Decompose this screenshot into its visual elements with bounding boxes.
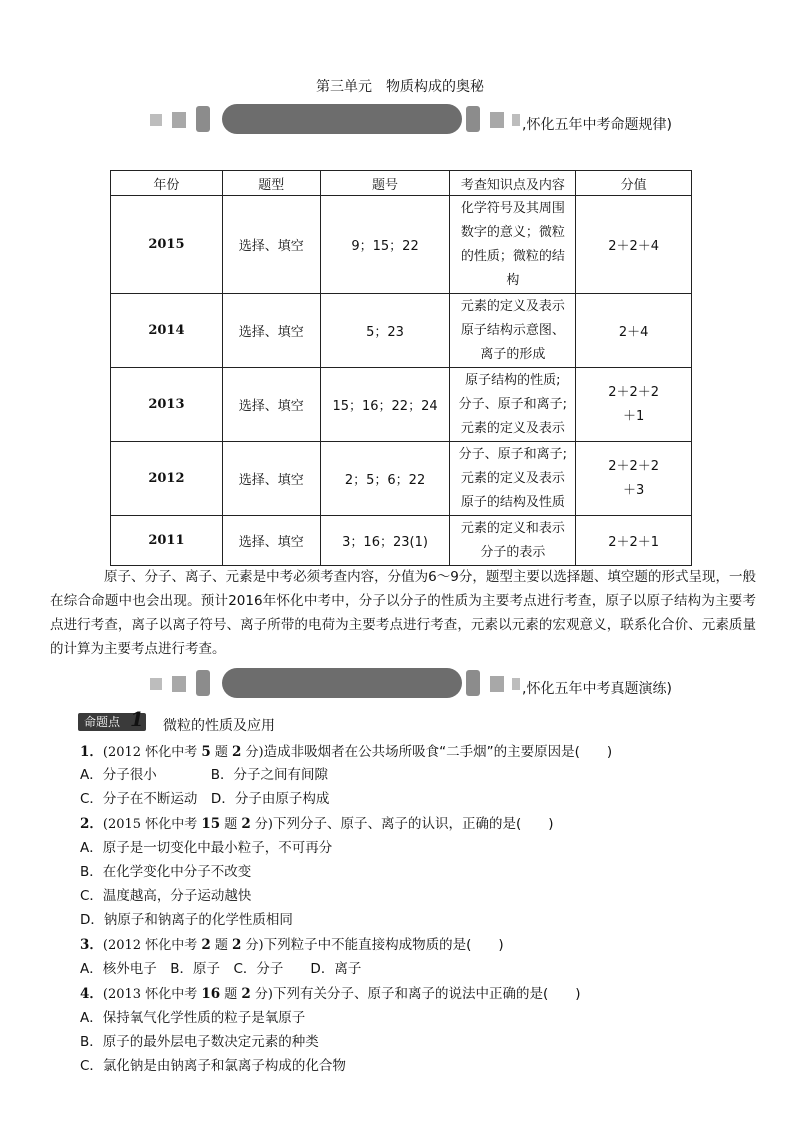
content-line: 原子结构的性质; bbox=[465, 372, 561, 388]
exam-rules-table bbox=[110, 170, 692, 566]
banner-decor bbox=[490, 112, 504, 128]
question-stem: 造成非吸烟者在公共场所吸食“二手烟”的主要原因是( ) bbox=[263, 744, 613, 760]
score-line: 2＋2＋1 bbox=[608, 535, 660, 550]
question-source-no: 5 bbox=[201, 744, 211, 760]
banner-pill bbox=[222, 104, 462, 134]
content-line: 原子的结构及性质 bbox=[460, 494, 565, 510]
header-question-no: 题号 bbox=[320, 171, 450, 196]
question-source: 分) bbox=[250, 987, 274, 1002]
content-line: 分子、原子和离子; bbox=[458, 446, 568, 462]
question-2-option-d: D．钠原子和钠离子的化学性质相同 bbox=[80, 912, 293, 928]
banner-decor bbox=[512, 114, 520, 126]
cell-nums: 5；23 bbox=[320, 294, 450, 368]
banner-decor bbox=[196, 670, 210, 696]
content-line: 分子、原子和离子; bbox=[458, 396, 568, 412]
cell-type: 选择、填空 bbox=[222, 368, 320, 442]
banner-pill bbox=[222, 668, 462, 698]
cell-content bbox=[450, 516, 576, 566]
header-score: 分值 bbox=[576, 171, 692, 196]
table-row bbox=[111, 196, 692, 294]
cell-type: 选择、填空 bbox=[222, 442, 320, 516]
cell-content bbox=[450, 196, 576, 294]
score-line: 2＋2＋2 bbox=[608, 384, 660, 400]
cell-score bbox=[576, 294, 692, 368]
cell-type: 选择、填空 bbox=[222, 294, 320, 368]
question-number: 2． bbox=[80, 816, 103, 832]
question-stem: 下列分子、原子、离子的认识，正确的是( ) bbox=[273, 816, 554, 832]
content-line: 构 bbox=[506, 272, 520, 288]
question-source: (2013 怀化中考 bbox=[102, 987, 202, 1002]
content-line: 元素的定义及表示 bbox=[460, 470, 565, 486]
question-3-options: A．核外电子 B．原子 C．分子 D．离子 bbox=[80, 961, 362, 977]
question-points: 2 bbox=[232, 744, 242, 760]
question-1 bbox=[80, 740, 612, 760]
cell-year: 2013 bbox=[111, 368, 223, 442]
cell-year: 2014 bbox=[111, 294, 223, 368]
cell-type: 选择、填空 bbox=[222, 516, 320, 566]
question-stem: 下列粒子中不能直接构成物质的是( ) bbox=[263, 937, 504, 953]
cell-nums: 9；15；22 bbox=[320, 196, 450, 294]
banner-decor bbox=[172, 676, 186, 692]
question-4-option-a: A．保持氧气化学性质的粒子是氧原子 bbox=[80, 1010, 306, 1026]
banner-decor bbox=[172, 112, 186, 128]
banner-decor bbox=[490, 676, 504, 692]
question-source: 题 bbox=[210, 745, 232, 760]
question-3 bbox=[80, 933, 504, 953]
content-line: 的性质；微粒的结 bbox=[460, 248, 565, 264]
question-4 bbox=[80, 982, 581, 1002]
content-line: 元素的定义和表示 bbox=[460, 520, 565, 536]
question-points: 2 bbox=[241, 816, 251, 832]
cell-type: 选择、填空 bbox=[222, 196, 320, 294]
score-line: ＋1 bbox=[622, 408, 645, 424]
banner-decor bbox=[512, 678, 520, 690]
question-source: 题 bbox=[220, 817, 242, 832]
question-1-options-2: C．分子在不断运动 D．分子由原子构成 bbox=[80, 791, 330, 807]
cell-nums: 3；16；23(1) bbox=[320, 516, 450, 566]
question-source: 分) bbox=[241, 938, 264, 953]
cell-nums: 2；5；6；22 bbox=[320, 442, 450, 516]
table-row bbox=[111, 368, 692, 442]
header-content: 考查知识点及内容 bbox=[450, 171, 576, 196]
question-points: 2 bbox=[241, 986, 251, 1002]
question-1-options-1: A．分子很小 B．分子之间有间隙 bbox=[80, 767, 328, 783]
question-4-option-c: C．氯化钠是由钠离子和氯离子构成的化合物 bbox=[80, 1058, 346, 1074]
question-source: (2012 怀化中考 bbox=[102, 745, 202, 760]
banner-decor bbox=[150, 114, 162, 126]
question-4-option-b: B．原子的最外层电子数决定元素的种类 bbox=[80, 1034, 319, 1050]
question-source-no: 15 bbox=[201, 816, 221, 832]
question-source: 分) bbox=[241, 745, 264, 760]
score-line: 2＋2＋2 bbox=[608, 458, 660, 474]
cell-year: 2011 bbox=[111, 516, 223, 566]
content-line: 数字的意义；微粒 bbox=[460, 224, 565, 240]
cell-content bbox=[450, 442, 576, 516]
cell-score bbox=[576, 442, 692, 516]
header-year: 年份 bbox=[111, 171, 223, 196]
section-banner-practice bbox=[150, 668, 800, 698]
content-line: 元素的定义及表示 bbox=[460, 420, 565, 436]
table-row bbox=[111, 442, 692, 516]
question-number: 1． bbox=[80, 744, 103, 760]
question-source: (2015 怀化中考 bbox=[102, 817, 202, 832]
cell-year: 2012 bbox=[111, 442, 223, 516]
topic-tag-number: 1 bbox=[130, 707, 144, 731]
header-type: 题型 bbox=[222, 171, 320, 196]
table-row bbox=[111, 294, 692, 368]
banner-decor bbox=[466, 106, 480, 132]
question-number: 3． bbox=[80, 937, 103, 953]
table-row bbox=[111, 516, 692, 566]
question-source-no: 2 bbox=[201, 937, 211, 953]
question-2-option-a: A．原子是一切变化中最小粒子，不可再分 bbox=[80, 840, 333, 856]
content-line: 元素的定义及表示 bbox=[460, 298, 565, 314]
banner-decor bbox=[196, 106, 210, 132]
question-2-option-c: C．温度越高，分子运动越快 bbox=[80, 888, 252, 904]
question-source-no: 16 bbox=[201, 986, 221, 1002]
question-points: 2 bbox=[232, 937, 242, 953]
question-source: 题 bbox=[220, 987, 242, 1002]
question-stem: 下列有关分子、原子和离子的说法中正确的是( ) bbox=[273, 986, 581, 1002]
question-source: 分) bbox=[250, 817, 274, 832]
banner-decor bbox=[466, 670, 480, 696]
question-2 bbox=[80, 812, 554, 832]
question-number: 4． bbox=[80, 986, 103, 1002]
content-line: 化学符号及其周围 bbox=[460, 200, 565, 216]
banner-label: ,怀化五年中考真题演练) bbox=[522, 681, 672, 697]
banner-decor bbox=[150, 678, 162, 690]
section-banner-rules bbox=[150, 104, 800, 134]
cell-content bbox=[450, 294, 576, 368]
banner-label: ,怀化五年中考命题规律) bbox=[522, 117, 672, 133]
cell-year: 2015 bbox=[111, 196, 223, 294]
cell-score bbox=[576, 368, 692, 442]
question-source: (2012 怀化中考 bbox=[102, 938, 202, 953]
content-line: 离子的形成 bbox=[480, 346, 546, 362]
score-line: ＋3 bbox=[622, 482, 645, 498]
cell-content bbox=[450, 368, 576, 442]
topic-tag-label: 命题点 bbox=[78, 713, 146, 731]
content-line: 分子的表示 bbox=[480, 544, 546, 560]
analysis-paragraph: 原子、分子、离子、元素是中考必须考查内容，分值为6～9分，题型主要以选择题、填空题的形式呈现，一般在综合命题中也会出现。预计2016年怀化中考中，分子以分子的性质为主要考点进行考查，原子以原子结构为主要考点进行考查，离子以离子符号、离子所带的电荷为主要考点进行考查，元素以元素的宏观意义，联系化合价、元素质量的计算为主要考点进行考查。 bbox=[50, 569, 756, 657]
page-title: 第三单元 物质构成的奥秘 bbox=[316, 79, 484, 95]
topic-tag bbox=[78, 707, 148, 731]
cell-nums: 15；16；22；24 bbox=[320, 368, 450, 442]
cell-score bbox=[576, 196, 692, 294]
content-line: 原子结构示意图、 bbox=[460, 322, 565, 338]
topic-title: 微粒的性质及应用 bbox=[163, 718, 275, 734]
score-line: 2＋4 bbox=[618, 325, 649, 340]
cell-score bbox=[576, 516, 692, 566]
table-header-row bbox=[111, 171, 692, 196]
question-2-option-b: B．在化学变化中分子不改变 bbox=[80, 864, 252, 880]
score-line: 2＋2＋4 bbox=[608, 239, 660, 254]
question-source: 题 bbox=[210, 938, 232, 953]
